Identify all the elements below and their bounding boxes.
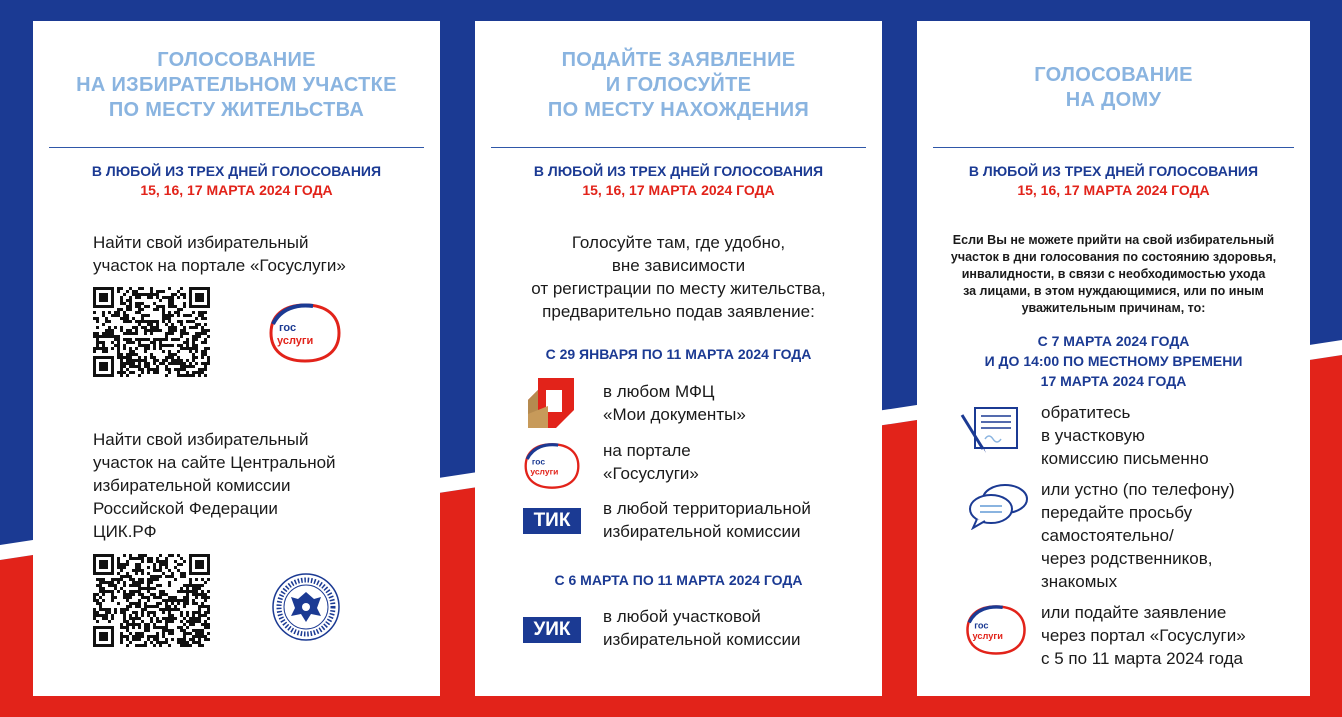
card3-title: ГОЛОСОВАНИЕ НА ДОМУ xyxy=(1034,64,1193,111)
svg-text:гос: гос xyxy=(279,322,297,334)
card3-condition: Если Вы не можете прийти на свой избирательный участок в дни голосования по состоянию здоровья, инвалидности, в связи с необходимостью ухода за лицами, в этом нуждающимися, или по иным уважительным причинам, то: xyxy=(950,233,1277,315)
card-voting-at-location xyxy=(475,21,882,696)
written-text: обратитесь в участковую комиссию письменно xyxy=(1041,403,1209,468)
card1-title: ГОЛОСОВАНИЕ НА ИЗБИРАТЕЛЬНОМ УЧАСТКЕ ПО МЕСТУ ЖИТЕЛЬСТВА xyxy=(76,49,397,121)
uik-text: в любой участковой избирательной комиссии xyxy=(603,607,801,649)
gosuslugi-logo-icon xyxy=(522,442,582,490)
written-application-icon xyxy=(959,405,1021,455)
cik-emblem-icon xyxy=(271,572,341,642)
mfc-logo-icon xyxy=(524,376,579,431)
svg-text:услуги: услуги xyxy=(277,335,314,347)
divider xyxy=(491,147,866,148)
gosuslugi-logo-icon xyxy=(963,604,1029,656)
tik-badge: ТИК xyxy=(523,508,581,534)
svg-text:услуги: услуги xyxy=(972,631,1003,642)
divider xyxy=(933,147,1294,148)
tik-text: в любой территориальной избирательной комиссии xyxy=(603,499,811,541)
qr-code-gosuslugi[interactable] xyxy=(93,287,211,377)
svg-text:гос: гос xyxy=(531,456,546,467)
card1-cik-text: Найти свой избирательный участок на сайте Центральной избирательной комиссии Российской Федерации ЦИК.РФ xyxy=(93,430,336,541)
card2-intro: Голосуйте там, где удобно, вне зависимости от регистрации по месту жительства, предварительно подав заявление: xyxy=(531,233,826,321)
period-mar: С 6 МАРТА ПО 11 МАРТА 2024 ГОДА xyxy=(554,572,803,588)
divider xyxy=(49,147,424,148)
cik-link[interactable]: ЦИК.РФ xyxy=(93,522,157,541)
period-jan-mar: С 29 ЯНВАРЯ ПО 11 МАРТА 2024 ГОДА xyxy=(545,346,812,362)
card1-days: В ЛЮБОЙ ИЗ ТРЕХ ДНЕЙ ГОЛОСОВАНИЯ 15, 16, 17 МАРТА 2024 ГОДА xyxy=(91,163,382,198)
card1-gosuslugi-text: Найти свой избирательный участок на портале «Госуслуги» xyxy=(93,233,346,275)
oral-text: или устно (по телефону) передайте просьбу самостоятельно/ через родственников, знакомых xyxy=(1041,480,1235,591)
card3-period: С 7 МАРТА 2024 ГОДА И ДО 14:00 ПО МЕСТНОМУ ВРЕМЕНИ 17 МАРТА 2024 ГОДА xyxy=(984,333,1243,389)
mfc-text: в любом МФЦ «Мои документы» xyxy=(603,382,746,424)
uik-badge: УИК xyxy=(523,617,581,643)
card-voting-at-home xyxy=(917,21,1310,696)
card-voting-at-residence xyxy=(33,21,440,696)
svg-text:гос: гос xyxy=(974,620,989,631)
portal-text: на портале «Госуслуги» xyxy=(603,441,699,483)
svg-text:услуги: услуги xyxy=(530,466,559,477)
portal-application-text: или подайте заявление через портал «Госуслуги» с 5 по 11 марта 2024 года xyxy=(1041,603,1246,668)
card2-title: ПОДАЙТЕ ЗАЯВЛЕНИЕ И ГОЛОСУЙТЕ ПО МЕСТУ НАХОЖДЕНИЯ xyxy=(547,49,810,121)
card3-days: В ЛЮБОЙ ИЗ ТРЕХ ДНЕЙ ГОЛОСОВАНИЯ 15, 16, 17 МАРТА 2024 ГОДА xyxy=(968,163,1259,198)
card2-days: В ЛЮБОЙ ИЗ ТРЕХ ДНЕЙ ГОЛОСОВАНИЯ 15, 16, 17 МАРТА 2024 ГОДА xyxy=(533,163,824,198)
chat-bubbles-icon xyxy=(967,482,1031,530)
qr-code-cik[interactable] xyxy=(93,554,211,647)
gosuslugi-logo-icon xyxy=(267,302,343,364)
